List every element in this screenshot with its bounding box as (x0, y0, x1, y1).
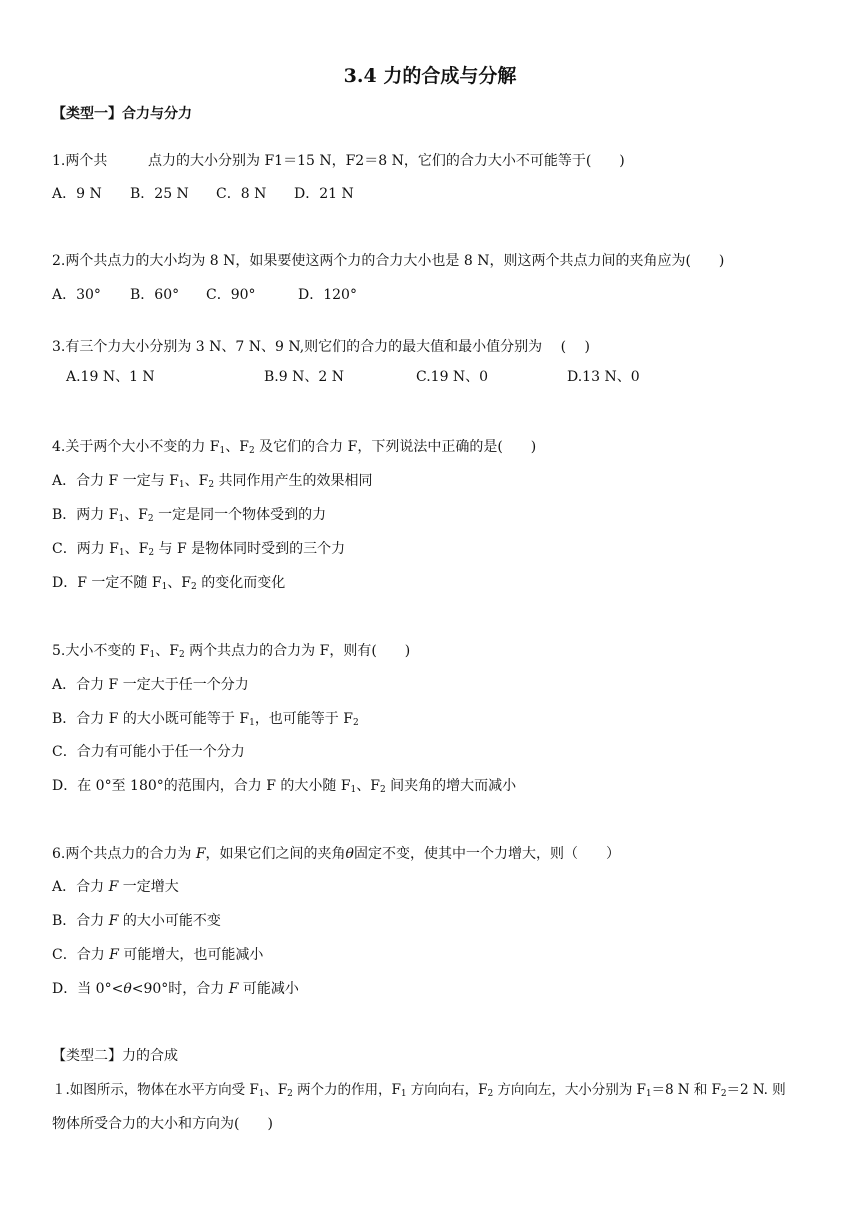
question-3-stem: 3.有三个力大小分别为 3 N、7 N、9 N,则它们的合力的最大值和最小值分别为 ( ) (52, 339, 591, 355)
question-3-option-a: A.19 N、1 N (66, 369, 155, 385)
question-2-option-b: B．60° (130, 287, 180, 303)
question-1-option-d: D．21 N (294, 186, 354, 202)
question-4-option-d: D．F 一定不随 $F_1$、$F_2$ 的变化而变化 (52, 575, 286, 592)
question-1-stem-part-b: 点力的大小分别为 F1＝15 N，F2＝8 N，它们的合力大小不可能等于( ) (148, 153, 625, 169)
question-4-option-c: C．两力 $F_1$、$F_2$ 与 F 是物体同时受到的三个力 (52, 541, 346, 558)
section-heading-type2: 【类型二】力的合成 (52, 1048, 178, 1064)
question-2-option-a: A．30° (52, 287, 101, 303)
problem-1-line-1: １.如图所示，物体在水平方向受 $F_1$、$F_2$ 两个力的作用，$F_1$ 方向向右，$F_2$ 方向向左，大小分别为 $F_1=8$ N 和 $F_2=2$ N. 则 (52, 1082, 786, 1099)
question-3-option-d: D.13 N、0 (567, 369, 640, 385)
question-6-option-d: D．当 0°<θ<90°时，合力 F 可能减小 (52, 981, 299, 997)
section-heading-type1: 【类型一】合力与分力 (52, 106, 192, 122)
question-2-option-d: D．120° (298, 287, 357, 303)
question-6-option-a: A．合力 F 一定增大 (52, 879, 179, 895)
question-6-option-b: B．合力 F 的大小可能不变 (52, 913, 221, 929)
question-1-option-c: C．8 N (216, 186, 267, 202)
question-3-option-c: C.19 N、0 (416, 369, 489, 385)
question-1-option-a: A．9 N (52, 186, 102, 202)
question-1-option-b: B．25 N (130, 186, 189, 202)
question-5-stem: 5.大小不变的 $F_1$、$F_2$ 两个共点力的合力为 F，则有( ) (52, 643, 411, 660)
question-4-option-a: A．合力 F 一定与 $F_1$、$F_2$ 共同作用产生的效果相同 (52, 473, 373, 490)
question-3-option-b: B.9 N、2 N (264, 369, 344, 385)
problem-1-line-2: 物体所受合力的大小和方向为( ) (52, 1116, 273, 1132)
page-title: 3.4 力的合成与分解 (343, 65, 517, 87)
question-5-option-c: C．合力有可能小于任一个分力 (52, 744, 245, 760)
question-5-option-a: A．合力 F 一定大于任一个分力 (52, 677, 249, 693)
question-6-option-c: C．合力 F 可能增大，也可能减小 (52, 947, 264, 963)
question-4-stem: 4.关于两个大小不变的力 $F_1$、$F_2$ 及它们的合力 F，下列说法中正确的是( ) (52, 439, 537, 456)
question-1-stem-part-a: 1.两个共 (52, 153, 108, 169)
question-2-option-c: C．90° (206, 287, 256, 303)
question-5-option-d: D．在 0°至 180°的范围内，合力 F 的大小随 $F_1$、$F_2$ 间夹角的增大而减小 (52, 778, 517, 795)
question-2-stem: 2.两个共点力的大小均为 8 N，如果要使这两个力的合力大小也是 8 N，则这两个共点力间的夹角应为( ) (52, 253, 725, 269)
question-4-option-b: B．两力 $F_1$、$F_2$ 一定是同一个物体受到的力 (52, 507, 327, 524)
question-6-stem: 6.两个共点力的合力为 F，如果它们之间的夹角θ固定不变，使其中一个力增大，则（ ） (52, 846, 620, 862)
question-5-option-b: B．合力 F 的大小既可能等于 $F_1$，也可能等于 $F_2$ (52, 711, 359, 728)
